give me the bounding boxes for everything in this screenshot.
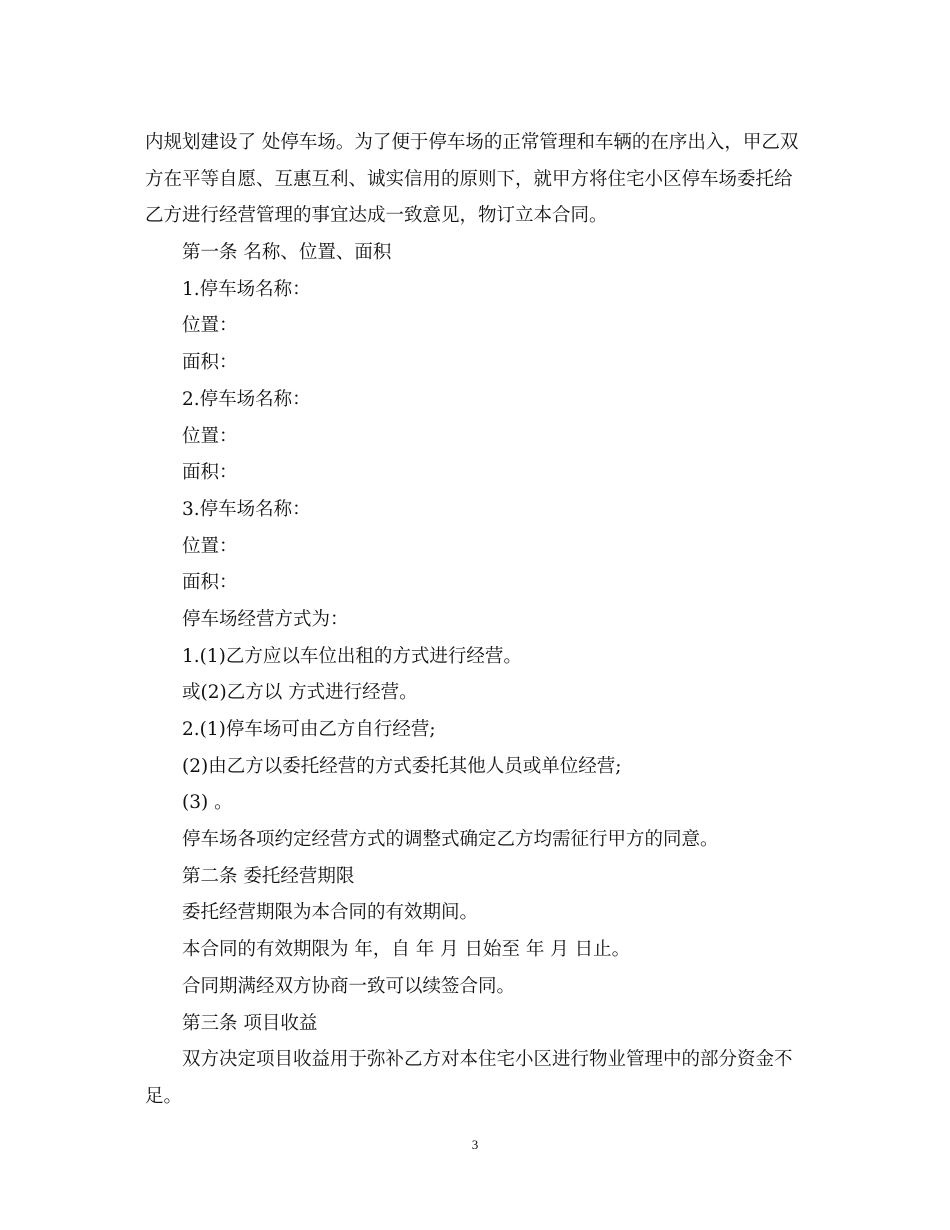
paragraph-line: 乙方进行经营管理的事宜达成一致意见，物订立本合同。 [145,205,608,227]
operation-mode-item: (2)由乙方以委托经营的方式委托其他人员或单位经营; [182,755,622,777]
paragraph-line: 委托经营期限为本合同的有效期间。 [182,902,479,924]
parking-lot-1-name: 1.停车场名称： [182,278,311,300]
paragraph-line: 本合同的有效期限为 年，自 年 月 日始至 年 月 日止。 [182,939,631,961]
parking-lot-2-area: 面积： [182,462,238,484]
section-heading-1: 第一条 名称、位置、面积 [182,242,392,264]
operation-mode-item: 1.(1)乙方应以车位出租的方式进行经营。 [182,645,522,667]
section-heading-3: 第三条 项目收益 [182,1012,318,1034]
operation-mode-item: 或(2)乙方以 方式进行经营。 [182,682,418,704]
paragraph-line: 双方决定项目收益用于弥补乙方对本住宅小区进行物业管理中的部分资金不 [182,1049,793,1071]
document-body [145,125,810,1116]
parking-lot-2-name: 2.停车场名称： [182,388,311,410]
section-heading-2: 第二条 委托经营期限 [182,865,355,887]
parking-lot-2-location: 位置： [182,425,238,447]
operation-mode-heading: 停车场经营方式为： [182,608,349,630]
paragraph-line: 内规划建设了 处停车场。为了便于停车场的正常管理和车辆的在序出入，甲乙双 [145,132,799,153]
parking-lot-3-location: 位置： [182,535,238,557]
parking-lot-3-name: 3.停车场名称： [182,498,311,520]
operation-mode-item: (3) 。 [182,792,233,814]
paragraph-line: 停车场各项约定经营方式的调整式确定乙方均需征行甲方的同意。 [182,829,719,851]
paragraph-line: 合同期满经双方协商一致可以续签合同。 [182,975,516,997]
operation-mode-item: 2.(1)停车场可由乙方自行经营; [182,719,436,740]
parking-lot-1-area: 面积： [182,352,238,374]
page-number: 3 [471,1137,479,1152]
parking-lot-3-area: 面积： [182,572,238,594]
parking-lot-1-location: 位置： [182,315,238,337]
paragraph-line: 足。 [145,1085,183,1107]
paragraph-line: 方在平等自愿、互惠互利、诚实信用的原则下，就甲方将住宅小区停车场委托给 [145,168,793,190]
